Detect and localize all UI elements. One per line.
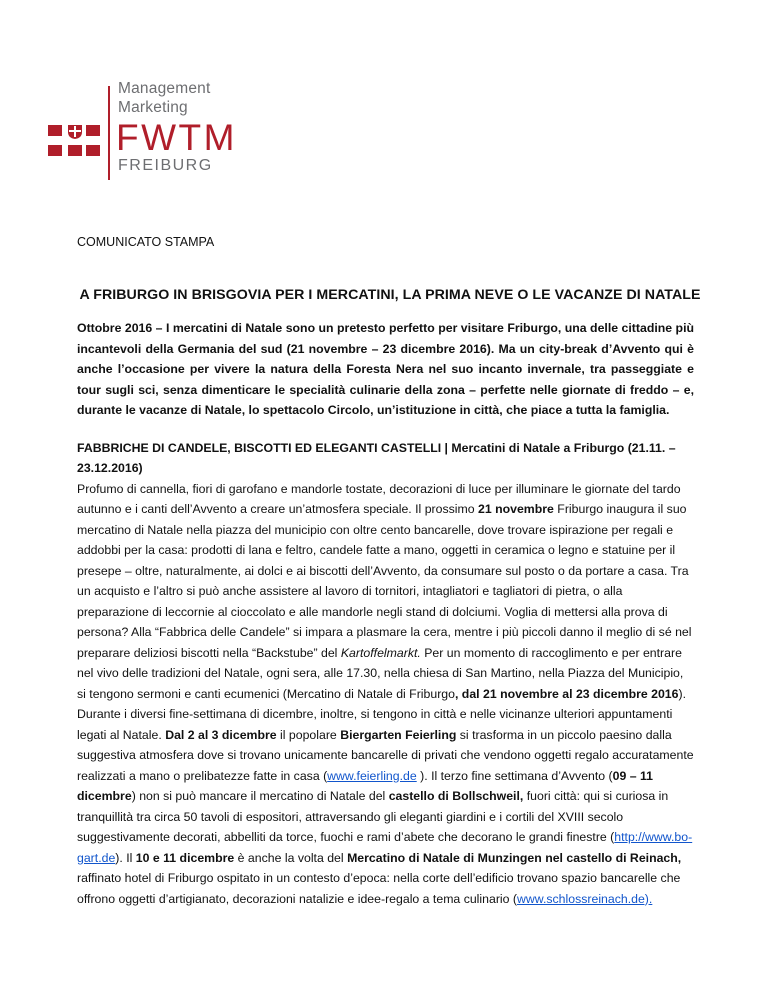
logo-line-marketing: Marketing — [118, 99, 188, 116]
place-name: Kartoffelmarkt. — [340, 645, 421, 660]
venue-highlight: Biergarten Feierling — [340, 727, 457, 742]
date-highlight: , dal 21 novembre al 23 dicembre 2016 — [454, 686, 679, 701]
body-paragraph — [77, 479, 694, 910]
date-highlight: Dal 2 al 3 dicembre — [165, 727, 277, 742]
bo-gart-link[interactable]: http://www.bo-gart.de — [77, 830, 693, 865]
date-highlight: 09 – 11 dicembre — [77, 768, 654, 803]
lead-paragraph: Ottobre 2016 – I mercatini di Natale sono un pretesto perfetto per visitare Friburgo, una delle cittadine più incantevoli della Germania del sud (21 novembre – 23 dicembre 2016). Ma un city-break d’Avvento qui è anche l’occasione per vivere la natura della Foresta Nera nel suo incanto invernale, tra passeggiate e tour sugli sci, senza dimenticare le specialità culinarie della zona – perfette nelle giornate di freddo – e, durante le vacanze di Natale, lo spettacolo Circolo, un’istituzione in città, che piace a tutta la famiglia. — [77, 321, 694, 417]
logo-divider — [108, 86, 110, 180]
body-text: raffinato hotel di Friburgo ospitato in un contesto d’epoca: nella corte dell’edificio trovano spazio bancarelle che offrono oggetti d’artigianato, decorazioni natalizie e idee-regalo a tema culinario ( — [77, 871, 681, 906]
venue-highlight: castello di Bollschweil, — [388, 789, 524, 803]
fwtm-logo — [0, 0, 768, 190]
logo-line-management: Management — [118, 80, 211, 97]
logo-city: FREIBURG — [118, 157, 213, 174]
logo-brand: FWTM — [116, 117, 237, 158]
page-title: A FRIBURGO IN BRISGOVIA PER I MERCATINI, LA PRIMA NEVE O LE VACANZE DI NATALE — [79, 287, 701, 303]
section-heading: FABBRICHE DI CANDELE, BISCOTTI ED ELEGANTI CASTELLI | Mercatini di Natale a Friburgo (21.11. – 23.12.2016) — [77, 440, 676, 475]
body-text: Profumo di cannella, fiori di garofano e mandorle tostate, decorazioni di luce per illuminare le giornate del tardo autunno e i canti dell’Avvento a creare un’atmosfera speciale. Il prossimo — [77, 481, 681, 516]
body-text: fuori città: qui si curiosa in tranquillità tra circa 50 tavoli di espositori, attraversando gli eleganti giardini e i cortili del XVIII secolo suggestivamente decorati, abbelliti da torce, fuochi e rami d’abete che decorano le grandi finestre ( — [77, 789, 669, 844]
body-text: il popolare — [276, 727, 341, 742]
body-text: ). Durante i diversi fine-settimana di dicembre, inoltre, si tengono in città e nelle vicinanze ulteriori appuntamenti legati al Natale. — [77, 686, 686, 742]
body-text: ). Il — [115, 850, 136, 865]
body-text: Per un momento di raccoglimento e per entrare nel vivo delle tradizioni del Natale, ogni sera, alle 17.30, nella chiesa di San Martino, nella Piazza del Municipio, si tengono sermoni e canti ecumenici (Mercatino di Natale di Friburgo — [77, 645, 684, 701]
date-highlight: 10 e 11 dicembre — [135, 850, 235, 865]
article-body — [77, 318, 694, 909]
document-type: COMUNICATO STAMPA — [77, 235, 215, 249]
body-text: Friburgo inaugura il suo mercatino di Natale nella piazza del municipio con oltre cento bancarelle, dove trovare ispirazione per regali e addobbi per la casa: prodotti di lana e feltro, candele fatte a mano, oggetti in ceramica o legno e statuine per il presepe – oltre, naturalmente, ai dolci e ai biscotti dell’Avvento, da consumare sul posto o da portare a casa. Tra un acquisto e l’altro si può anche assistere al lavoro di tornitori, intagliatori e tagliatori di pietra, o alla preparazione di leccornie al cioccolato e alle mandorle negli stand di dolciumi. Voglia di mettersi alla prova di persona? Alla “Fabbrica delle Candele” si impara a plasmare la cera, mentre i più piccoli danno il meglio di sé nel preparare deliziosi biscotti nella “Backstube” del — [77, 502, 692, 660]
freiburg-crest-icon — [48, 125, 101, 157]
body-text: ). Il terzo fine settimana d’Avvento ( — [416, 768, 613, 783]
body-text: è anche la volta del — [234, 850, 348, 865]
body-text: ) non si può mancare il mercatino di Natale del — [131, 789, 389, 803]
feierling-link[interactable]: www.feierling.de — [327, 768, 417, 783]
body-text: si trasforma in un piccolo paesino dalla suggestiva atmosfera dove si trovano unicamente bancarelle di privati che vendono oggetti regalo accuratamente realizzati a mano o prelibatezze fatte in casa ( — [77, 727, 694, 783]
date-highlight: 21 novembre — [478, 502, 554, 516]
schlossreinach-link[interactable]: www.schlossreinach.de). — [517, 891, 653, 906]
venue-highlight: Mercatino di Natale di Munzingen nel castello di Reinach, — [347, 850, 682, 865]
